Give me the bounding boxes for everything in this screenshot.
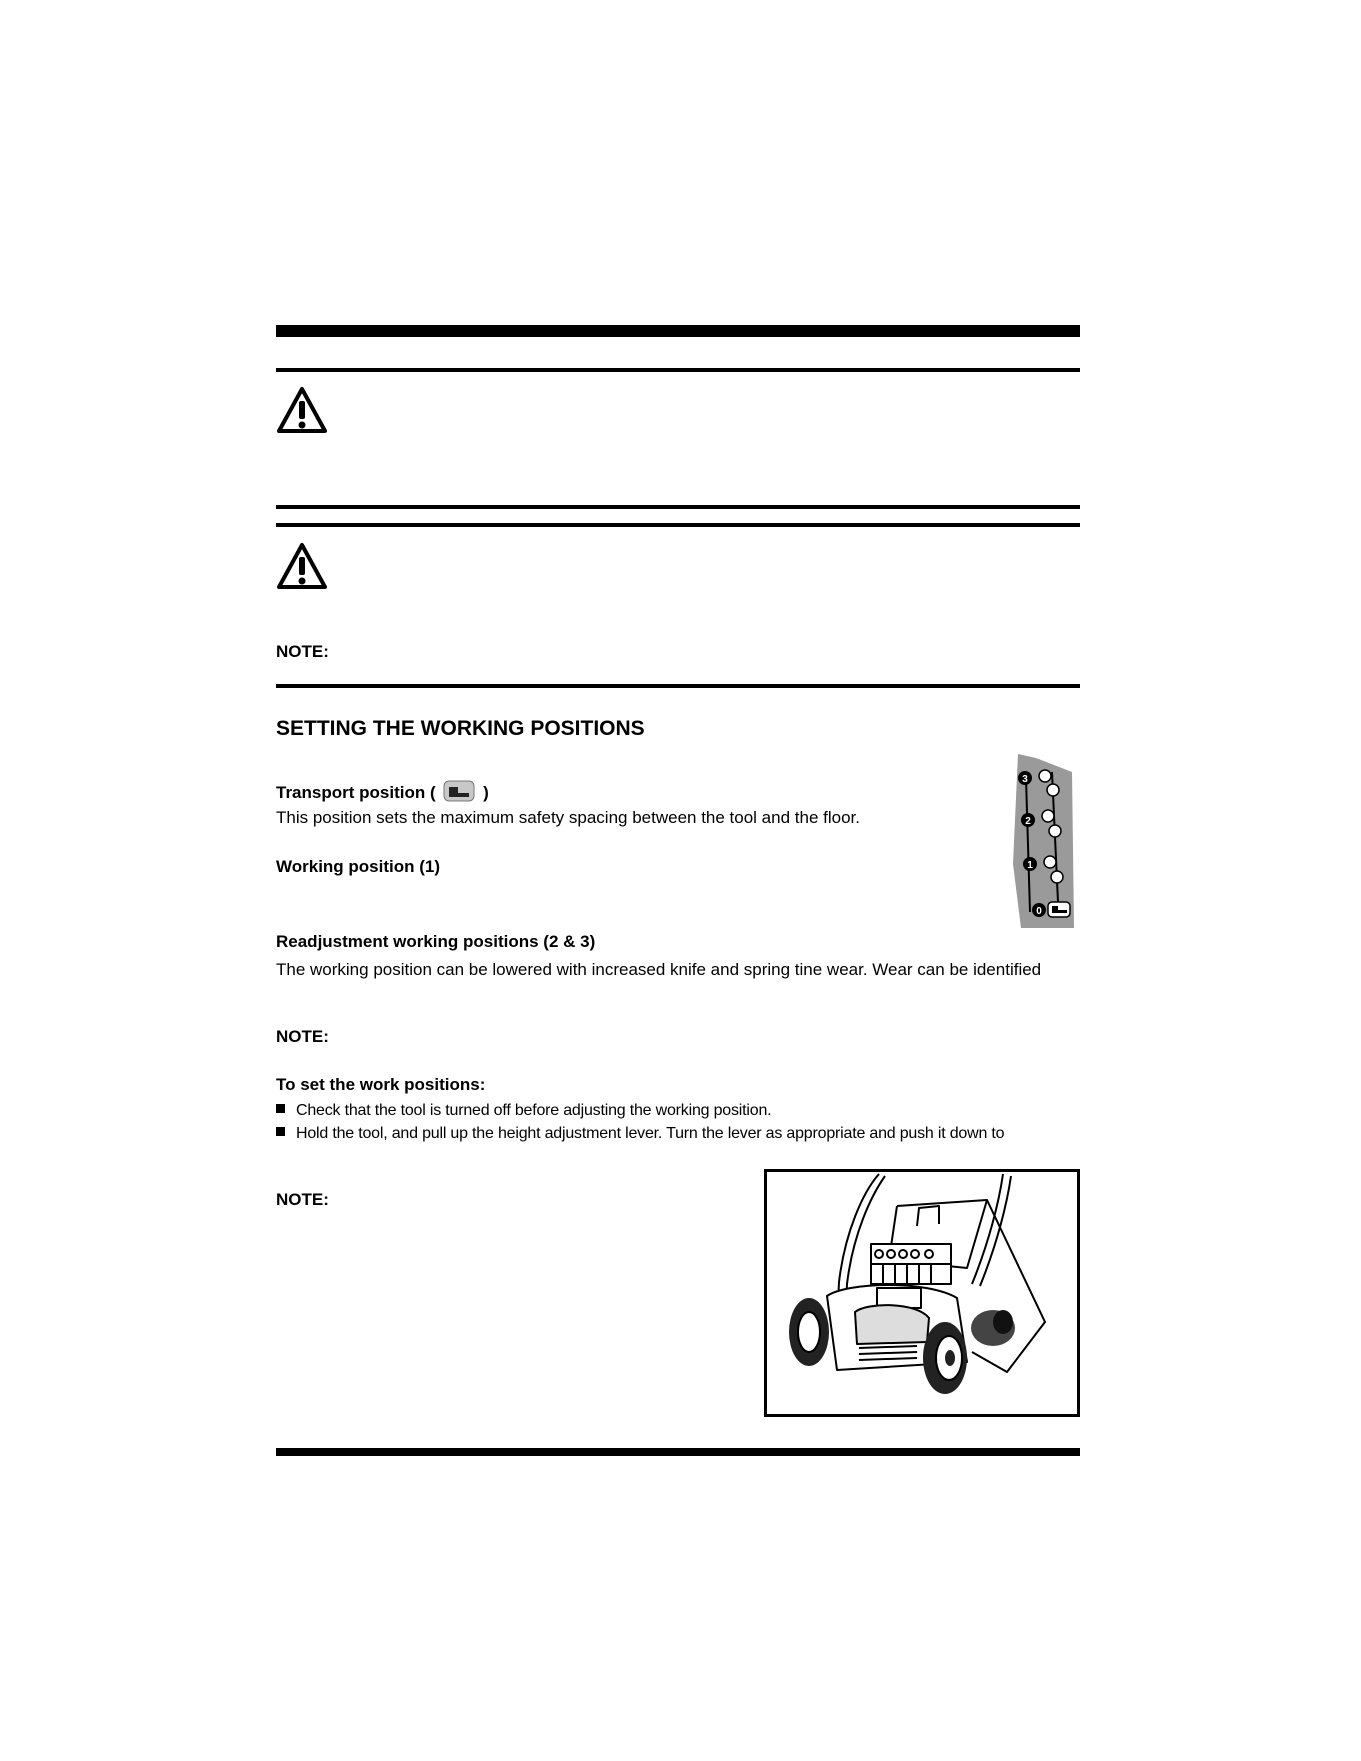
bullet-square-icon bbox=[276, 1127, 285, 1136]
note-label: NOTE: bbox=[276, 1190, 329, 1209]
transport-position-title bbox=[276, 779, 489, 803]
transport-title-suffix: ) bbox=[483, 783, 489, 802]
wheel-right bbox=[923, 1322, 967, 1394]
readjustment-title: Readjustment working positions (2 & 3) bbox=[276, 932, 596, 951]
svg-text:3: 3 bbox=[1022, 774, 1028, 785]
section-divider-rule bbox=[276, 684, 1080, 688]
bullet-text: Hold the tool, and pull up the height adjustment lever. Turn the lever as appropriate and push it down to bbox=[296, 1125, 1005, 1142]
position-0-marker bbox=[1032, 903, 1046, 917]
transport-title-prefix: Transport position ( bbox=[276, 783, 436, 802]
position-3-marker bbox=[1018, 771, 1032, 785]
transport-position-icon bbox=[443, 779, 475, 803]
scarifier-illustration-frame bbox=[764, 1169, 1080, 1417]
warning-1-top-rule bbox=[276, 368, 1080, 372]
height-lever-panel-illustration bbox=[1010, 754, 1076, 928]
to-set-title: To set the work positions: bbox=[276, 1075, 486, 1094]
bullet-item bbox=[276, 1102, 771, 1120]
note-label: NOTE: bbox=[276, 1027, 329, 1046]
position-1-marker bbox=[1023, 857, 1037, 871]
warning-1-bottom-rule bbox=[276, 505, 1080, 509]
position-2-marker bbox=[1021, 813, 1035, 827]
svg-text:1: 1 bbox=[1027, 860, 1033, 871]
warning-triangle-icon bbox=[276, 542, 328, 590]
bullet-square-icon bbox=[276, 1104, 285, 1113]
side-cover bbox=[971, 1310, 1015, 1346]
note-label: NOTE: bbox=[276, 642, 329, 661]
readjustment-description: The working position can be lowered with increased knife and spring tine wear. Wear can be identified bbox=[276, 960, 1042, 979]
transport-description: This position sets the maximum safety spacing between the tool and the floor. bbox=[276, 808, 860, 827]
working-position-title: Working position (1) bbox=[276, 857, 441, 876]
wheel-left bbox=[789, 1298, 829, 1366]
svg-text:0: 0 bbox=[1036, 906, 1042, 917]
svg-text:2: 2 bbox=[1025, 816, 1031, 827]
bullet-item bbox=[276, 1125, 1004, 1143]
top-thick-rule bbox=[276, 325, 1080, 337]
bullet-text: Check that the tool is turned off before adjusting the working position. bbox=[296, 1102, 772, 1119]
section-heading: SETTING THE WORKING POSITIONS bbox=[276, 717, 645, 740]
scarifier-illustration bbox=[767, 1172, 1077, 1414]
warning-2-top-rule bbox=[276, 523, 1080, 527]
bottom-thick-rule bbox=[276, 1448, 1080, 1456]
warning-triangle-icon bbox=[276, 386, 328, 434]
